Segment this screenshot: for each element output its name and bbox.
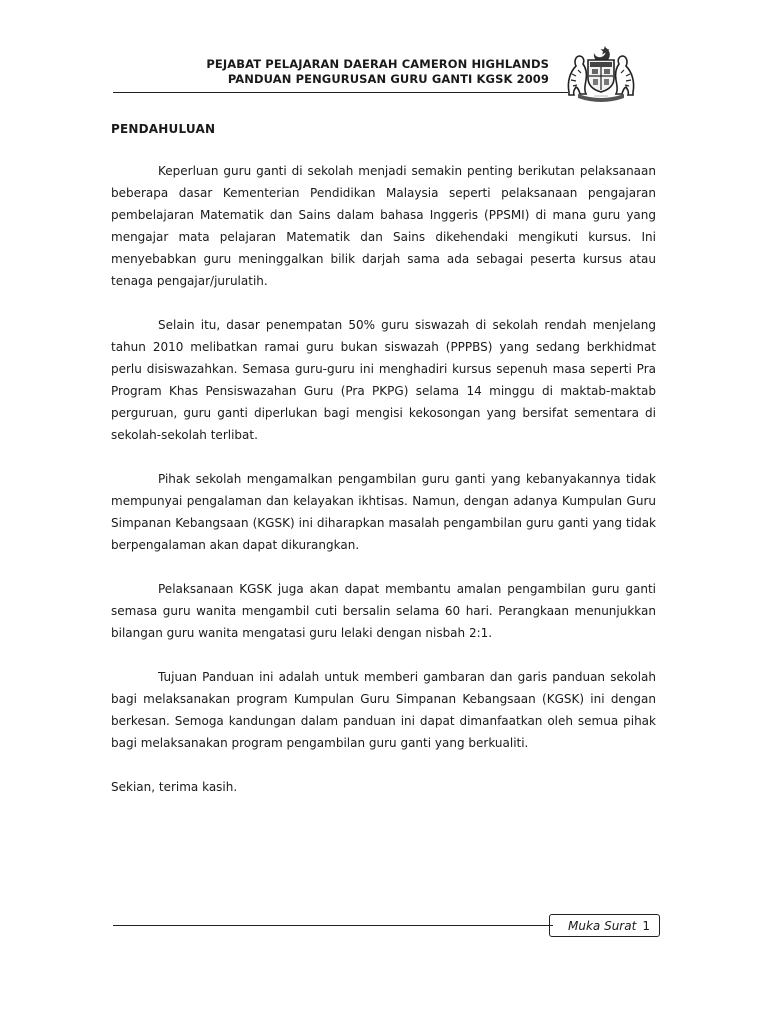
paragraph: Pihak sekolah mengamalkan pengambilan guru ganti yang kebanyakannya tidak mempunyai pengalaman dan kelayakan ikhtisas. Namun, dengan adanya Kumpulan Guru Simpanan Kebangsaan (KGSK) ini diharapkan masalah pengambilan guru ganti yang tidak berpengalaman akan dapat dikurangkan.	[111, 472, 656, 552]
page-number-box	[549, 914, 660, 937]
header-guide-title: PANDUAN PENGURUSAN GURU GANTI KGSK 2009	[227, 72, 549, 86]
closing-remark: Sekian, terima kasih.	[111, 780, 238, 794]
document-header	[200, 57, 549, 87]
page-label: Muka Surat	[568, 919, 637, 933]
paragraph: Selain itu, dasar penempatan 50% guru siswazah di sekolah rendah menjelang tahun 2010 melibatkan ramai guru bukan siswazah (PPPBS) yang sedang berkhidmat perlu disiswazahkan. Semasa guru-guru ini menghadiri kursus sepenuh masa seperti Pra Program Khas Pensiswazahan Guru (Pra PKPG) selama 14 minggu di maktab-maktab perguruan, guru ganti diperlukan bagi mengisi kekosongan yang bersifat sementara di sekolah-sekolah terlibat.	[111, 318, 656, 442]
document-body	[111, 160, 656, 820]
paragraph: Tujuan Panduan ini adalah untuk memberi gambaran dan garis panduan sekolah bagi melaksanakan program Kumpulan Guru Simpanan Kebangsaan (KGSK) ini dengan berkesan. Semoga kandungan dalam panduan ini dapat dimanfaatkan oleh semua pihak bagi melaksanakan program pengambilan guru ganti yang berkualiti.	[111, 670, 656, 750]
paragraph: Pelaksanaan KGSK juga akan dapat membantu amalan pengambilan guru ganti semasa guru wanita mengambil cuti bersalin selama 60 hari. Perangkaan menunjukkan bilangan guru wanita mengatasi guru lelaki dengan nisbah 2:1.	[111, 582, 656, 640]
coat-of-arms-icon	[564, 44, 638, 102]
paragraph: Keperluan guru ganti di sekolah menjadi semakin penting berikutan pelaksanaan beberapa dasar Kementerian Pendidikan Malaysia seperti pelaksanaan pengajaran pembelajaran Matematik dan Sains dalam bahasa Inggeris (PPSMI) di mana guru yang mengajar mata pelajaran Matematik dan Sains dikehendaki mengikuti kursus. Ini menyebabkan guru meninggalkan bilik darjah sama ada sebagai peserta kursus atau tenaga pengajar/jurulatih.	[111, 164, 656, 288]
header-office-name: PEJABAT PELAJARAN DAERAH CAMERON HIGHLANDS	[206, 57, 549, 71]
header-divider	[113, 92, 568, 93]
section-title: PENDAHULUAN	[111, 122, 216, 136]
footer-divider	[113, 925, 553, 926]
page-number: 1	[642, 919, 650, 933]
